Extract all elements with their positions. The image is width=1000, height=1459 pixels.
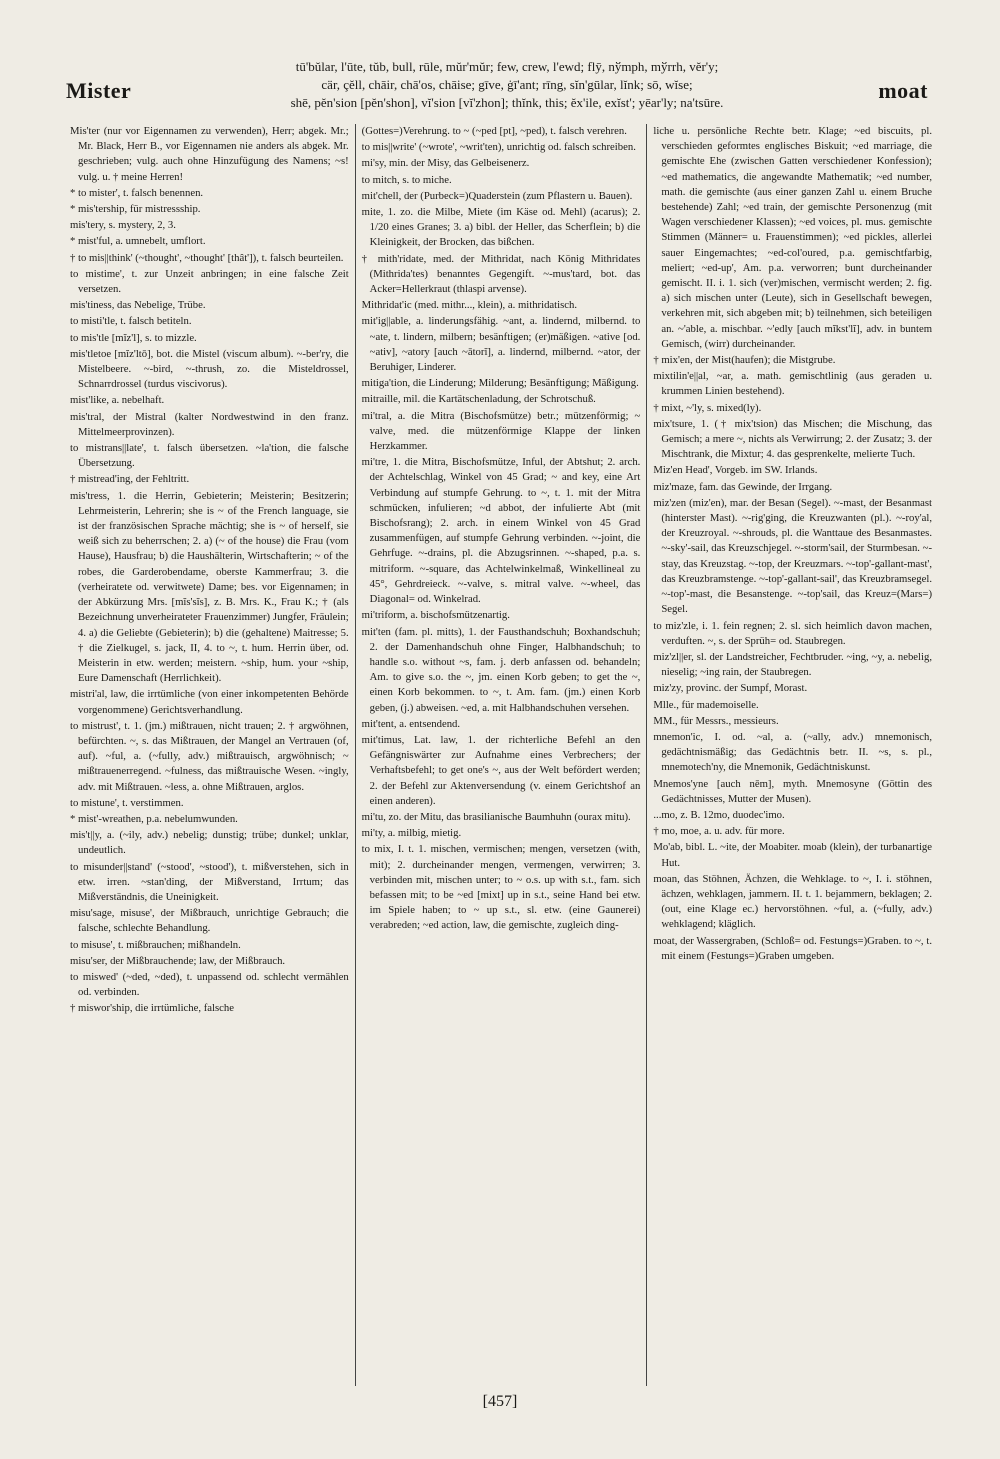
dictionary-entry: Mithridat'ic (med. mithr..., klein), a. mithridatisch.: [361, 299, 578, 312]
entry-columns: [64, 124, 938, 1386]
dictionary-entry: * mist'-wreathen, p.a. nebelumwunden.: [70, 812, 238, 825]
dictionary-entry: mi'sy, min. der Misy, das Gelbeisenerz.: [361, 157, 530, 170]
dictionary-entry: mi'ty, a. milbig, mietig.: [361, 827, 462, 840]
dictionary-entry: mit'timus, Lat. law, 1. der richterliche Befehl an den Gefängniswärter zur Aufnahme eines Verbrechers; der Verhaftsbefehl; to get one's ~, aus der Welt befördert werden; 2. der Befehl zur Aktenversendung (v. einem Gerichtshof an einen anderen).: [361, 733, 641, 807]
pronunciation-key-line: shē, pĕn'sion [pĕn'shon], vĭ'sion [vĭ'zhon]; thĭnk, this; ĕx'ile, exĭst'; yēar'ly; na'tsūre.: [290, 95, 724, 110]
dictionary-entry: mist'like, a. nebelhaft.: [70, 394, 165, 407]
dictionary-entry: mix'tsure, 1. († mix'tsion) das Mischen; die Mischung, das Gemisch; a mere ~, nichts als Verwirrung; 2. der Zusatz; 3. der Mischtrank, die Mixtur; 4. das gesprenkelte, melierte Tuch.: [653, 417, 933, 461]
dictionary-entry: miz'maze, fam. das Gewinde, der Irrgang.: [653, 480, 833, 493]
dictionary-entry: moan, das Stöhnen, Ächzen, die Wehklage. to ~, I. i. stöhnen, ächzen, wehklagen, jammern. II. t. 1. bejammern, beklagen; 2. (out, eine Klage ec.) hervorstöhnen. ~ful, a. (~fully, adv.) wehklagend; kläglich.: [653, 872, 933, 931]
page-header: [66, 58, 928, 114]
dictionary-entry: to miz'zle, i. 1. fein regnen; 2. sl. sich heimlich davon machen, verduften. ~, s. der Sprüh= od. Staubregen.: [653, 619, 933, 647]
dictionary-entry: misu'ser, der Mißbrauchende; law, der Mißbrauch.: [70, 954, 286, 967]
dictionary-entry: to mitch, s. to miche.: [361, 173, 452, 186]
dictionary-entry: * to mister', t. falsch benennen.: [70, 186, 204, 199]
dictionary-entry: to mistune', t. verstimmen.: [70, 796, 184, 809]
dictionary-entry: mi'tre, 1. die Mitra, Bischofsmütze, Inful, der Abtshut; 2. arch. der Achtelschlag, Winkel von 45 Grad; ~ and key, eine Art Verbindung auf stumpfe Gehrung. to ~, t. 1. mit der Mitra schmücken, infulieren; ~d abbot, der infulierte Abt (mit Bischofsrang); 2. arch. in einem Winkel von 45 Grad zusammenfügen, auf stumpfe Gehrung verbinden. ~-joint, die Gehrfuge. ~-drains, pl. die Abzugsrinnen. ~-shaped, p.a. s. mitriform. ~-square, das Achtelwinkelmaß, Winkellineal zu 45°, Gehrdreieck. ~-valve, s. mitral valve. ~-wheel, das Diagonal= od. Winkelrad.: [361, 456, 641, 606]
dictionary-entry: misu'sage, misuse', der Mißbrauch, unrichtige Gebrauch; die falsche, schlechte Behandlung.: [70, 907, 349, 935]
dictionary-entry: mis'tral, der Mistral (kalter Nordwestwind in den franz. Mittelmeerprovinzen).: [70, 410, 349, 438]
dictionary-entry: miz'zy, provinc. der Sumpf, Morast.: [653, 682, 808, 695]
dictionary-entry: mite, 1. zo. die Milbe, Miete (im Käse od. Mehl) (acarus); 2. 1/20 eines Granes; 3. a) bibl. der Heller, das Scherflein; b) die Kleinigkeit, der Brocken, das bißchen.: [361, 206, 641, 249]
dictionary-entry: moat, der Wassergraben, (Schloß= od. Festungs=)Graben. to ~, t. mit einem (Festungs=)Graben umgeben.: [653, 934, 933, 962]
column-1: [64, 124, 355, 1386]
dictionary-entry: (Gottes=)Verehrung. to ~ (~ped [pt], ~ped), t. falsch verehren.: [361, 125, 627, 137]
dictionary-entry: mit'ig||able, a. linderungsfähig. ~ant, a. lindernd, milbernd. to ~ate, t. lindern, milbern; besänftigen; (er)mäßigen. ~ative [od. ~ativ], ~atory [auch ~ātorĭ], a. lindernd, milbernd. ~ator, der Beruhiger, Linderer.: [361, 315, 641, 374]
dictionary-entry: to misti'tle, t. falsch betiteln.: [70, 315, 192, 328]
dictionary-entry: mnemon'ic, I. od. ~al, a. (~ally, adv.) mnemonisch, gedächtnismäßig; das Gedächtnis betr. II. ~s, s. pl., mnemotech'ny, die Mnemonik, Gedächtniskunst.: [653, 730, 933, 774]
dictionary-entry: * mis'tership, für mistressship.: [70, 203, 201, 216]
dictionary-entry: mit'chell, der (Purbeck=)Quaderstein (zum Pflastern u. Bauen).: [361, 189, 633, 202]
dictionary-entry: mistri'al, law, die irrtümliche (von einer inkompetenten Behörde vorgenommene) Gerichtsverhandlung.: [70, 688, 349, 716]
dictionary-entry: Mnemos'yne [auch nēm], myth. Mnemosyne (Göttin des Gedächtnisses, Mutter der Musen).: [653, 777, 933, 805]
pronunciation-key: [220, 58, 794, 112]
dictionary-entry: † mix'en, der Mist(haufen); die Mistgrube.: [653, 354, 836, 367]
dictionary-entry: † mixt, ~'ly, s. mixed(ly).: [653, 401, 762, 414]
dictionary-entry: to mis'tle [mĭz'l], s. to mizzle.: [70, 331, 197, 344]
pronunciation-key-line: cär, çĕll, chāir, chā'os, chāise; gīve, ġī'ant; rīng, sĭn'gūlar, lĭnk; sō, wĭse;: [321, 77, 693, 92]
dictionary-entry: mis'tiness, das Nebelige, Trübe.: [70, 299, 206, 312]
dictionary-entry: * mist'ful, a. umnebelt, umflort.: [70, 235, 206, 248]
dictionary-entry: to mistrust', t. 1. (jm.) mißtrauen, nicht trauen; 2. † argwöhnen, befürchten. ~, s. das Mißtrauen, der Mangel an Vertrauen (of, auf). ~ful, a. (~fully, adv.) mißtrauisch, argwöhnisch; ~ mißtrauenerregend. ~fulness, das mißtrauische Wesen. ~ingly, adv. mit Mißtrauen. ~less, a. ohne Mißtrauen, arglos.: [70, 719, 349, 793]
dictionary-entry: Mo'ab, bibl. L. ~ite, der Moabiter. moab (klein), der turbanartige Hut.: [653, 841, 933, 869]
right-guide-word: moat: [878, 78, 928, 103]
dictionary-entry: miz'zen (miz'en), mar. der Besan (Segel). ~-mast, der Besanmast (hinterster Mast). ~-rig'ging, die Kreuzwanten (pl.). ~-roy'al, der Kreuzroyal. ~-shrouds, pl. die Wanttaue des Besanmastes. ~-sky'-sail, das Kreuzschjegel. ~-storm'sail, der Sturmbesan. ~-stay, das Kreuzstag. ~-top, der Kreuzmars. ~-top'-gallant-mast', das Kreuzbramstenge. ~-top'-gallant-sail', das Kreuzbramsegel. ~-top'-mast, die Besanstenge. ~-top'sail, das Kreuz=(Mars=) Segel.: [653, 496, 933, 616]
dictionary-entry: Mis'ter (nur vor Eigennamen zu verwenden), Herr; abgek. Mr.; Mr. Black, Herr B., vor Eigennamen nie anders als abgek. Mr. geschrieben; vulg. auch ohne Hinzufügung des Namens; ~s! vulg. u. † meine Herren!: [70, 125, 349, 183]
dictionary-entry: to miswed' (~ded, ~ded), t. unpassend od. schlecht vermählen od. verbinden.: [70, 970, 349, 999]
dictionary-entry: Miz'en Head', Vorgeb. im SW. Irlands.: [653, 464, 818, 477]
column-2: [355, 124, 647, 1386]
page-number: [457]: [482, 1393, 518, 1410]
dictionary-entry: mi'triform, a. bischofsmützenartig.: [361, 609, 510, 622]
dictionary-entry: mis'tery, s. mystery, 2, 3.: [70, 219, 176, 232]
dictionary-entry: † miswor'ship, die irrtümliche, falsche: [70, 1002, 234, 1015]
dictionary-entry: mis'tletoe [mĭz'ltō], bot. die Mistel (viscum album). ~-ber'ry, die Mistelbeere. ~-bird, ~-thrush, zo. die Misteldrossel, Schnarrdrossel (turdus viscivorus).: [70, 347, 349, 391]
dictionary-entry: to mix, I. t. 1. mischen, vermischen; mengen, versetzen (with, mit); 2. durcheinander mengen, vermengen, verwirren; 3. verbinden mit, mischen unter; to ~ o.s. up with s.t., fam. sich befassen mit; to be ~ed [mixt] up in s.t., seine Hand bei etw. im Spiele haben; to ~ up s.t., sl. etw. (eine Gaunerei) verabreden; ~ed action, law, die gemischte, zugleich ding-: [361, 843, 641, 932]
dictionary-entry: Mlle., für mademoiselle.: [653, 698, 759, 711]
dictionary-entry: mit'ten (fam. pl. mitts), 1. der Fausthandschuh; Boxhandschuh; 2. der Damenhandschuh ohne Finger, Halbhandschuh; to handle s.o. without ~s, fam. j. derb anfassen od. behandeln; Am. to give s.o. the ~, jm. einen Korb geben; to get the ~, einen Korb bekommen. to ~, t. Am. fam. (jm.) einen Korb geben, (j.) abweisen. ~ed, a. mit Halbhandschuhen versehen.: [361, 625, 641, 714]
dictionary-entry: liche u. persönliche Rechte betr. Klage; ~ed biscuits, pl. verschieden geformtes englisches Biskuit; ~ed marriage, die gemischte Ehe (zwischen Gatten verschiedener Konfession); ~ed mathematics, die angewandte Mathematik; ~ed number, math. die gemischte (aus einer ganzen Zahl u. einem Bruche bestehende) Zahl; ~ed train, der gemischte Personenzug (mit Wagen verschiedener Klassen); ~ed voices, pl. mus. gemischte Stimmen (Männer= u. Frauenstimmen); ~ed pickles, allerlei sauer Eingemachtes; ~ed-col'oured, p.a. gemischtfarbig, meliert; ~ed-up', Am. p.a. verworren; bunt durcheinander gemischt. II. i. 1. sich (ver)mischen, vermischt werden; 2. fig. a) sich mischen unter (Leute), sich in Gesellschaft bewegen, verkehren mit, sich abgeben mit; b) teilnehmen, sich beteiligen an. ~'able, a. mischbar. ~'edly [auch mĭkst'lĭ], adv. in buntem Gemisch, (wirr) durcheinander.: [653, 125, 933, 350]
dictionary-entry: to mistime', t. zur Unzeit anbringen; in eine falsche Zeit versetzen.: [70, 267, 349, 296]
left-guide-word: Mister: [66, 78, 132, 103]
pronunciation-key-line: tū'bŭlar, l'ūte, tŭb, bull, rūle, mŭr'mŭr; few, crew, l'ewd; flȳ, nўmph, mўrrh, vĕr'y;: [295, 59, 719, 74]
dictionary-entry: † mith'ridate, med. der Mithridat, nach König Mithridates (Mithrida'tes) benanntes Gegengift. ~-mus'tard, bot. das Acker=Hellerkraut (thlaspi arvense).: [361, 252, 641, 296]
dictionary-entry: mitiga'tion, die Linderung; Milderung; Besänftigung; Mäßigung.: [361, 377, 639, 390]
dictionary-entry: mi'tral, a. die Mitra (Bischofsmütze) betr.; mützenförmig; ~ valve, med. die mützenförmige Klappe der linken Herzkammer.: [361, 409, 641, 453]
dictionary-entry: mixtilin'e||al, ~ar, a. math. gemischtlinig (aus geraden u. krummen Linien bestehend).: [653, 370, 933, 398]
dictionary-entry: mitraille, mil. die Kartätschenladung, der Schrotschuß.: [361, 393, 596, 406]
dictionary-entry: † mistread'ing, der Fehltritt.: [70, 473, 190, 486]
dictionary-entry: to mistrans||late', t. falsch übersetzen. ~la'tion, die falsche Übersetzung.: [70, 442, 349, 470]
dictionary-entry: mit'tent, a. entsendend.: [361, 717, 461, 730]
dictionary-entry: † to mis||think' (~thought', ~thought' [thât']), t. falsch beurteilen.: [70, 251, 344, 264]
dictionary-entry: to misunder||stand' (~stood', ~stood'), t. mißverstehen, sich in etw. irren. ~stan'ding, der Mißverstand, Irrtum; das Mißverständnis, die Uneinigkeit.: [70, 860, 349, 903]
dictionary-entry: to misuse', t. mißbrauchen; mißhandeln.: [70, 938, 241, 951]
dictionary-entry: mis't||y, a. (~ily, adv.) nebelig; dunstig; trübe; dunkel; unklar, undeutlich.: [70, 829, 349, 857]
dictionary-entry: † mo, moe, a. u. adv. für more.: [653, 825, 785, 838]
column-3: [646, 124, 938, 1386]
dictionary-entry: ...mo, z. B. 12mo, duodec'imo.: [653, 808, 785, 821]
dictionary-entry: to mis||write' (~wrote', ~writ'ten), unrichtig od. falsch schreiben.: [361, 141, 636, 154]
dictionary-entry: mi'tu, zo. der Mitu, das brasilianische Baumhuhn (ourax mitu).: [361, 810, 631, 823]
dictionary-entry: miz'zl||er, sl. der Landstreicher, Fechtbruder. ~ing, ~y, a. nebelig, nieselig; ~ing rain, der Staubregen.: [653, 650, 933, 679]
dictionary-entry: mis'tress, 1. die Herrin, Gebieterin; Meisterin; Besitzerin; Lehrmeisterin, Lehrerin; she is ~ of the French language, sie ist der französischen Sprache mächtig; she is ~ of herself, sie weiß sich zu beherrschen; 2. a) (~ of the house) die Frau (vom Hause), Hausfrau; b) die Haushälterin, Wirtschafterin; ~ of the robes, die Garderobendame, oberste Kammerfrau; 3. die (verheiratete od. verwitwete) Dame; bes. vor Eigennamen; in der Abkürzung Mrs. [mĭs'sĭs], z. B. Mrs. K., Frau K.; † (als Bezeichnung unverheirateter Frauenzimmer) Jungfer, Fräulein; 4. a) die Geliebte (Gebieterin); b) die (gehaltene) Maitresse; 5. † die Zielkugel, s. jack, II, 4. to ~, t. hum. Herrin über, od. Meisterin in etw. werden; meistern. ~ship, hum. your ~ship, Eure Damenschaft (Herrlichkeit).: [70, 489, 349, 685]
dictionary-entry: MM., für Messrs., messieurs.: [653, 714, 779, 727]
